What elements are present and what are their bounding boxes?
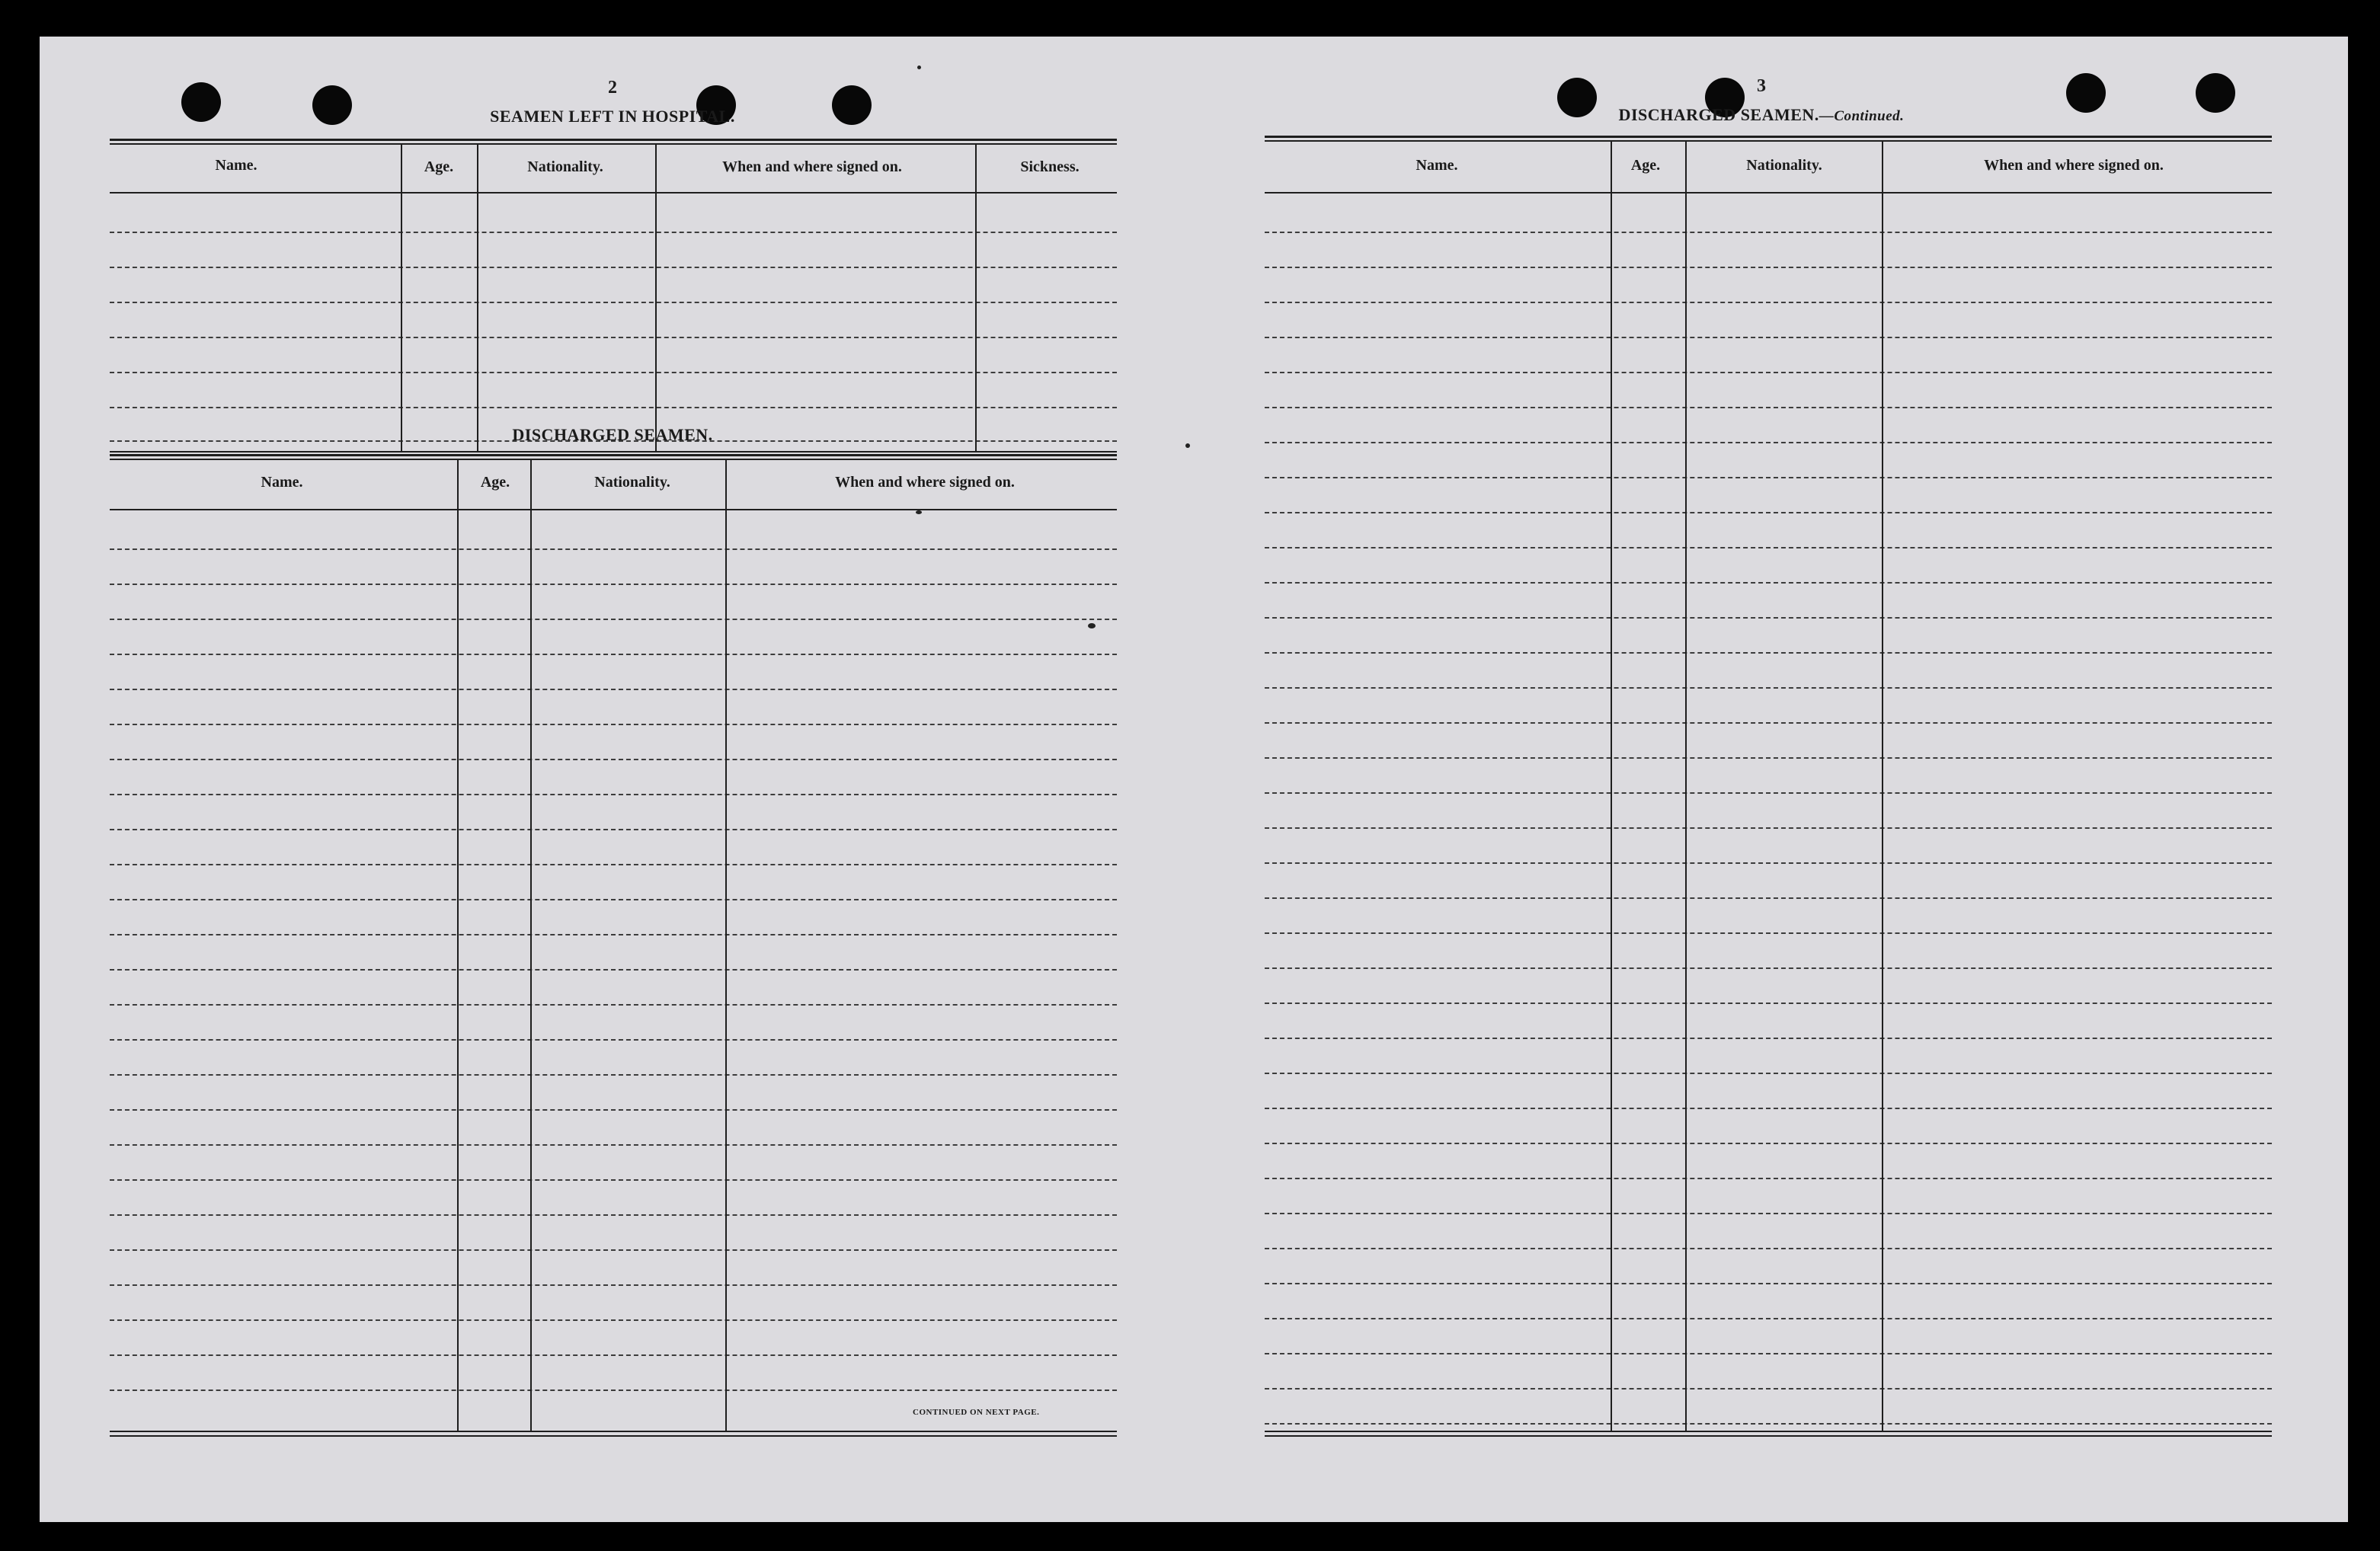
column-header: When and where signed on. bbox=[1984, 157, 2164, 174]
entry-line bbox=[1265, 1283, 2272, 1284]
entry-line bbox=[1265, 372, 2272, 373]
entry-line bbox=[110, 1354, 1117, 1356]
entry-line bbox=[1265, 302, 2272, 303]
punch-hole bbox=[2066, 73, 2106, 113]
entry-line bbox=[110, 1144, 1117, 1146]
entry-line bbox=[1265, 1178, 2272, 1179]
entry-line bbox=[1265, 757, 2272, 759]
entry-line bbox=[110, 689, 1117, 690]
discharged-continued-title bbox=[1619, 105, 1905, 125]
column-header: Nationality. bbox=[527, 158, 603, 175]
column-header: Age. bbox=[424, 158, 454, 175]
entry-line bbox=[1265, 442, 2272, 443]
punch-hole bbox=[2196, 73, 2235, 113]
entry-line bbox=[110, 654, 1117, 655]
entry-line bbox=[110, 1214, 1117, 1216]
entry-line bbox=[1265, 792, 2272, 794]
punch-hole bbox=[312, 85, 352, 125]
column-header: Name. bbox=[215, 157, 258, 174]
entry-line bbox=[110, 548, 1117, 550]
column-header: When and where signed on. bbox=[835, 474, 1015, 491]
entry-line bbox=[110, 934, 1117, 935]
entry-line bbox=[1265, 1353, 2272, 1354]
column-header: When and where signed on. bbox=[722, 158, 902, 175]
entry-line bbox=[110, 899, 1117, 900]
entry-line bbox=[1265, 1423, 2272, 1425]
entry-line bbox=[110, 619, 1117, 620]
entry-line bbox=[1265, 652, 2272, 654]
entry-line bbox=[110, 1004, 1117, 1006]
entry-line bbox=[1265, 932, 2272, 934]
entry-line bbox=[1265, 722, 2272, 724]
entry-line bbox=[1265, 267, 2272, 268]
hospital-section-title: SEAMEN LEFT IN HOSPITAL. bbox=[490, 107, 735, 126]
speck bbox=[917, 66, 921, 69]
entry-line bbox=[110, 1284, 1117, 1286]
entry-line bbox=[1265, 1248, 2272, 1249]
entry-line bbox=[1265, 337, 2272, 338]
entry-line bbox=[1265, 407, 2272, 408]
entry-line bbox=[1265, 547, 2272, 548]
entry-line bbox=[1265, 1213, 2272, 1214]
entry-line bbox=[110, 759, 1117, 760]
punch-hole bbox=[181, 82, 221, 122]
entry-line bbox=[1265, 1318, 2272, 1319]
entry-line bbox=[1265, 1003, 2272, 1004]
column-header: Sickness. bbox=[1020, 158, 1080, 175]
punch-hole bbox=[1557, 78, 1597, 117]
entry-line bbox=[1265, 687, 2272, 689]
entry-line bbox=[110, 1074, 1117, 1076]
entry-line bbox=[1265, 1073, 2272, 1074]
speck bbox=[916, 510, 922, 514]
punch-hole bbox=[832, 85, 872, 125]
continued-footnote: CONTINUED ON NEXT PAGE. bbox=[913, 1408, 1040, 1417]
entry-line bbox=[1265, 1388, 2272, 1390]
entry-line bbox=[110, 724, 1117, 725]
page-number: 2 bbox=[608, 78, 617, 98]
entry-line bbox=[110, 1179, 1117, 1181]
speck bbox=[1185, 443, 1190, 448]
column-header: Name. bbox=[1416, 157, 1458, 174]
entry-line bbox=[1265, 477, 2272, 478]
document-spread bbox=[40, 37, 2348, 1522]
entry-line bbox=[110, 584, 1117, 585]
entry-line bbox=[110, 1109, 1117, 1111]
entry-line bbox=[1265, 827, 2272, 829]
column-header: Age. bbox=[1630, 157, 1661, 174]
discharged-section-title: DISCHARGED SEAMEN. bbox=[512, 425, 713, 444]
entry-line bbox=[1265, 1143, 2272, 1144]
speck bbox=[1088, 623, 1096, 628]
entry-line bbox=[1265, 232, 2272, 233]
entry-line bbox=[110, 1390, 1117, 1391]
entry-line bbox=[110, 829, 1117, 830]
entry-line bbox=[110, 1039, 1117, 1041]
entry-line bbox=[1265, 512, 2272, 513]
page-number: 3 bbox=[1757, 76, 1766, 96]
entry-line bbox=[110, 864, 1117, 865]
column-header: Nationality. bbox=[594, 474, 670, 491]
entry-line bbox=[1265, 967, 2272, 969]
entry-line bbox=[110, 1249, 1117, 1251]
entry-line bbox=[1265, 617, 2272, 619]
entry-line bbox=[1265, 1038, 2272, 1039]
title-text: DISCHARGED SEAMEN. bbox=[1618, 105, 1819, 124]
entry-line bbox=[1265, 582, 2272, 584]
title-suffix: —Continued. bbox=[1819, 108, 1905, 124]
entry-line bbox=[110, 794, 1117, 795]
entry-line bbox=[1265, 862, 2272, 864]
entry-line bbox=[110, 969, 1117, 971]
column-header: Nationality. bbox=[1746, 157, 1822, 174]
entry-line bbox=[110, 1319, 1117, 1321]
entry-line bbox=[1265, 1108, 2272, 1109]
column-header: Age. bbox=[480, 474, 510, 491]
column-header: Name. bbox=[261, 474, 303, 491]
entry-line bbox=[1265, 897, 2272, 899]
